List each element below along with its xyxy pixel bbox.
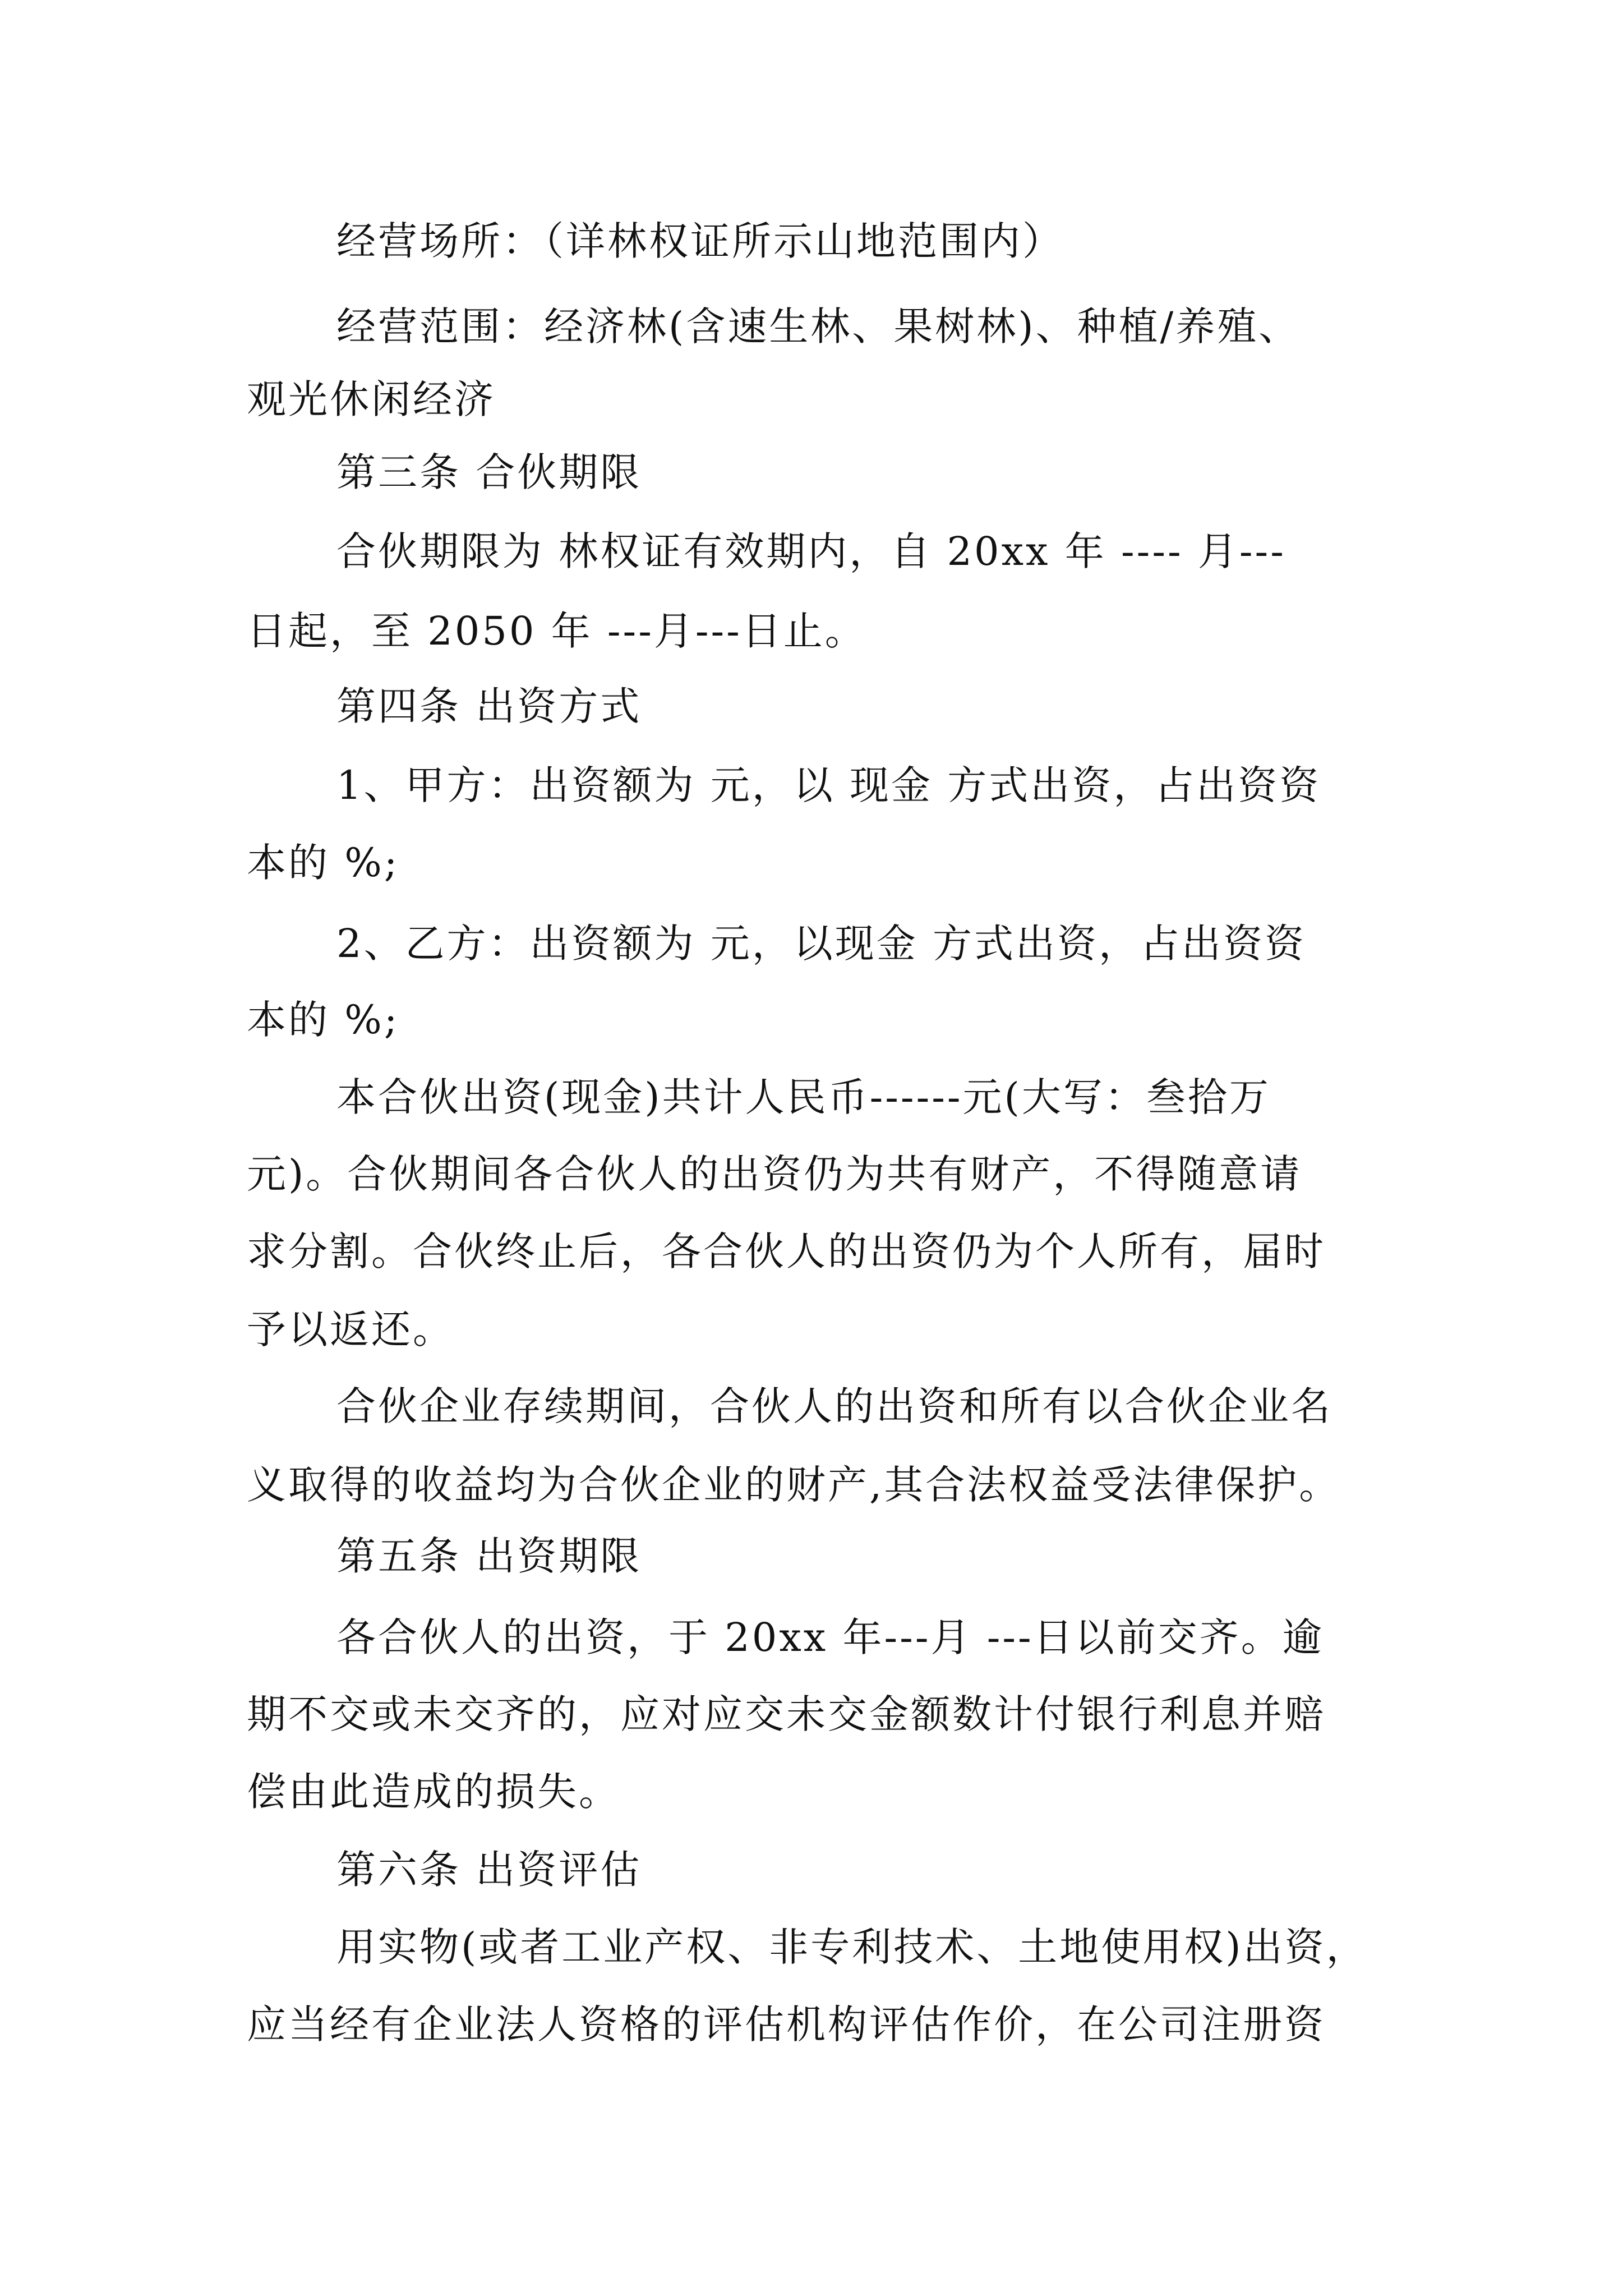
paragraph-line: 本的 %; xyxy=(247,840,400,886)
paragraph-line: 予以返还。 xyxy=(247,1306,454,1352)
business-scope-line-cont: 观光休闲经济 xyxy=(247,376,496,422)
paragraph-line: 日起，至 2050 年 ---月---日止。 xyxy=(247,608,866,654)
paragraph-line: 期不交或未交齐的，应对应交未交金额数计付银行利息并赔 xyxy=(247,1691,1326,1737)
article-4-heading: 第四条 出资方式 xyxy=(336,683,642,729)
article-5-heading: 第五条 出资期限 xyxy=(336,1533,642,1579)
paragraph-line: 元)。合伙期间各合伙人的出资仍为共有财产，不得随意请 xyxy=(247,1151,1302,1197)
business-location-line: 经营场所：（详林权证所示山地范围内） xyxy=(336,218,1064,264)
paragraph-line: 本合伙出资(现金)共计人民币------元(大写：叁拾万 xyxy=(336,1074,1271,1120)
article-6-heading: 第六条 出资评估 xyxy=(336,1847,642,1893)
paragraph-line: 用实物(或者工业产权、非专利技术、土地使用权)出资， xyxy=(336,1924,1368,1970)
business-scope-line: 经营范围：经济林(含速生林、果树林)、种植/养殖、 xyxy=(336,303,1301,349)
paragraph-line: 求分割。合伙终止后，各合伙人的出资仍为个人所有，届时 xyxy=(247,1228,1326,1274)
paragraph-line: 合伙企业存续期间，合伙人的出资和所有以合伙企业名 xyxy=(336,1383,1332,1429)
paragraph-line: 1、甲方：出资额为 元，以 现金 方式出资，占出资资 xyxy=(336,762,1321,808)
paragraph-line: 合伙期限为 林权证有效期内，自 20xx 年 ---- 月--- xyxy=(336,528,1286,574)
paragraph-line: 偿由此造成的损失。 xyxy=(247,1769,620,1815)
article-3-heading: 第三条 合伙期限 xyxy=(336,449,642,495)
paragraph-line: 各合伙人的出资，于 20xx 年---月 ---日以前交齐。逾 xyxy=(336,1614,1324,1660)
paragraph-line: 本的 %; xyxy=(247,997,400,1043)
paragraph-line: 应当经有企业法人资格的评估机构评估作价，在公司注册资 xyxy=(247,2001,1326,2047)
paragraph-line: 义取得的收益均为合伙企业的财产,其合法权益受法律保护。 xyxy=(247,1462,1341,1508)
paragraph-line: 2、乙方：出资额为 元，以现金 方式出资，占出资资 xyxy=(336,921,1307,967)
